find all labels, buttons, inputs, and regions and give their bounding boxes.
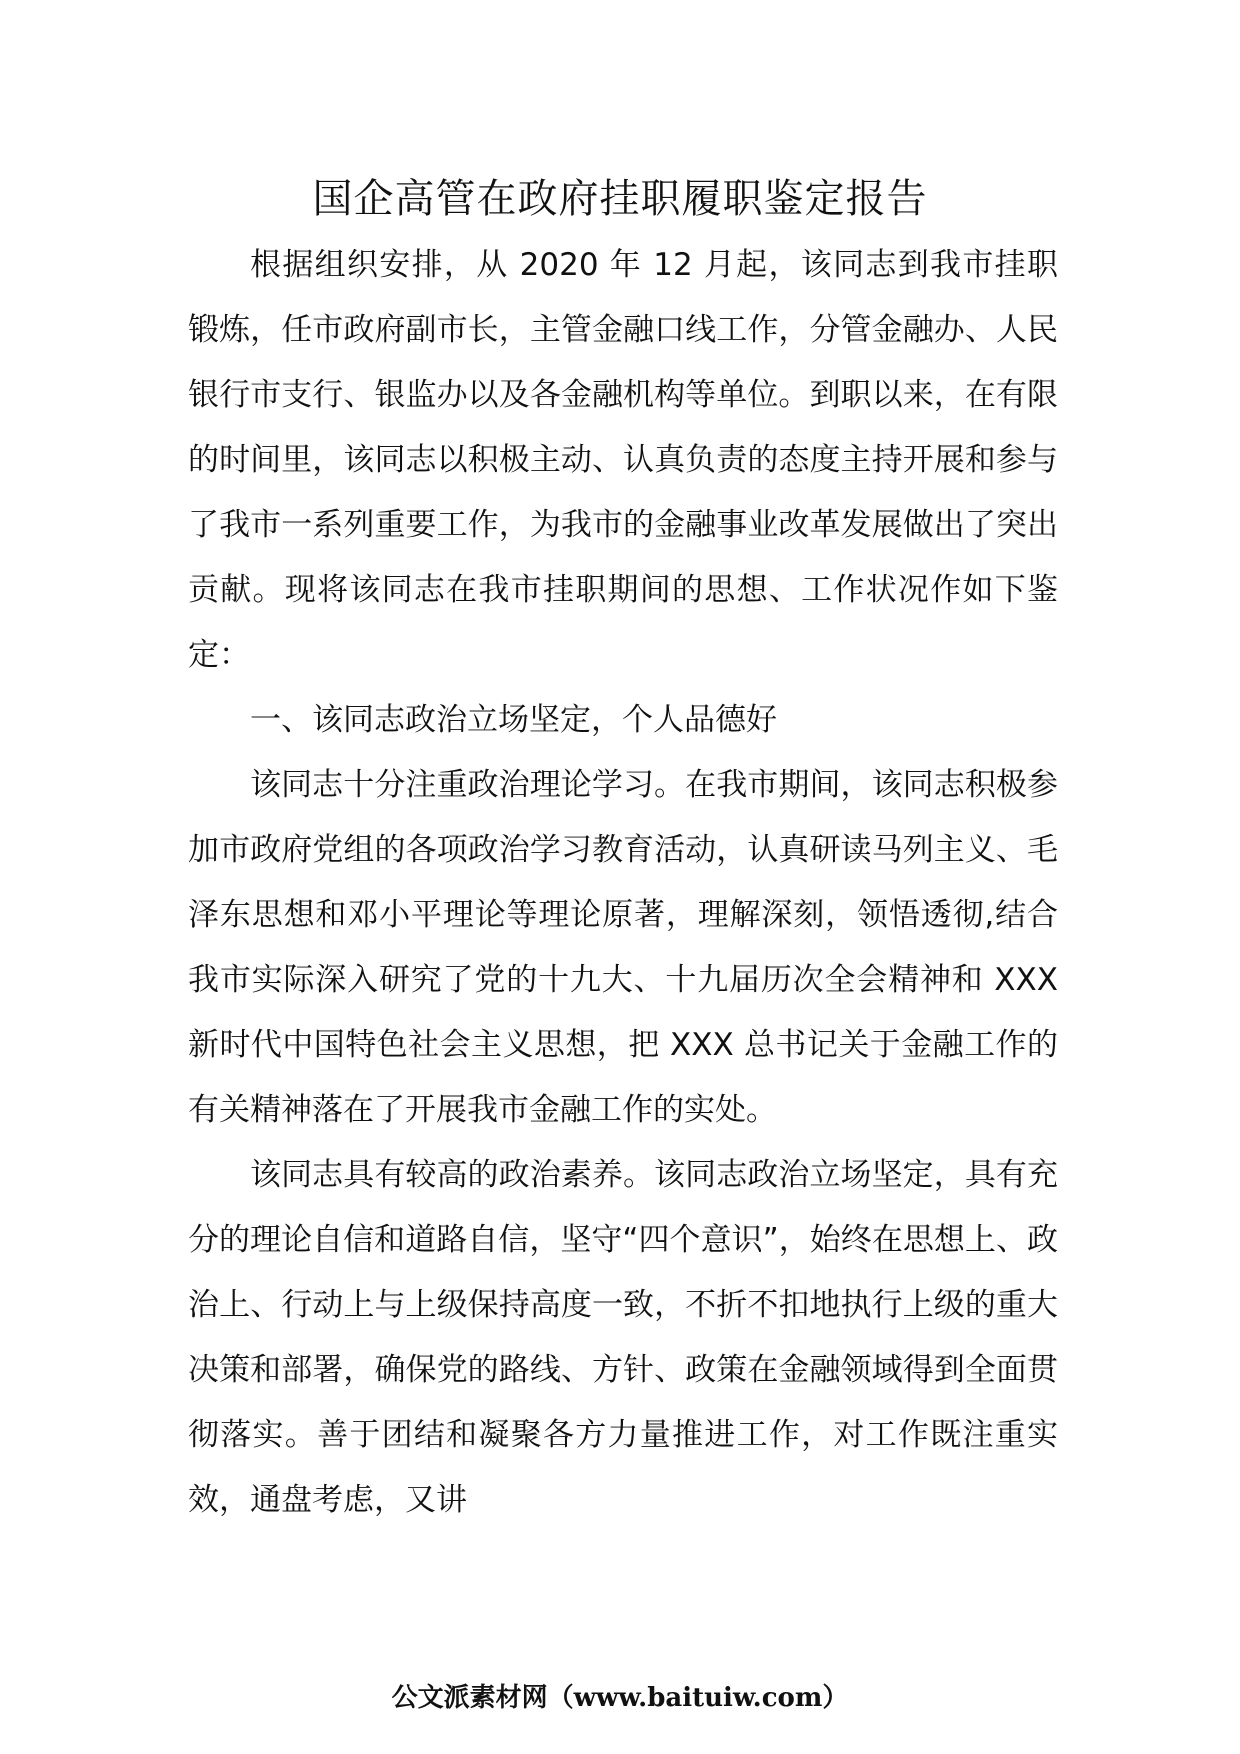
paragraph-political-quality: 该同志具有较高的政治素养。该同志政治立场坚定，具有充分的理论自信和道路自信，坚守“四个意识”，始终在思想上、政治上、行动上与上级保持高度一致，不折不扣地执行上级的重大决策和部署，确保党的路线、方针、政策在金融领域得到全面贯彻落实。善于团结和凝聚各方力量推进工作，对工作既注重实效，通盘考虑，又讲 bbox=[188, 1157, 1058, 1518]
paragraph-intro: 根据组织安排，从 2020 年 12 月起，该同志到我市挂职锻炼，任市政府副市长，主管金融口线工作，分管金融办、人民银行市支行、银监办以及各金融机构等单位。到职以来，在有限的时间里，该同志以积极主动、认真负责的态度主持开展和参与了我市一系列重要工作，为我市的金融事业改革发展做出了突出贡献。现将该同志在我市挂职期间的思想、工作状况作如下鉴定： bbox=[188, 247, 1058, 673]
footer-watermark: 公文派素材网（www.baituiw.com） bbox=[391, 1683, 849, 1713]
document-body bbox=[188, 233, 1058, 1533]
section-heading-1: 一、该同志政治立场坚定，个人品德好 bbox=[250, 702, 777, 738]
page-title: 国企高管在政府挂职履职鉴定报告 bbox=[312, 176, 928, 222]
paragraph-theory-study: 该同志十分注重政治理论学习。在我市期间，该同志积极参加市政府党组的各项政治学习教育活动，认真研读马列主义、毛泽东思想和邓小平理论等理论原著，理解深刻，领悟透彻,结合我市实际深入研究了党的十九大、十九届历次全会精神和 XXX 新时代中国特色社会主义思想，把 XXX 总书记关于金融工作的有关精神落在了开展我市金融工作的实处。 bbox=[188, 767, 1058, 1128]
